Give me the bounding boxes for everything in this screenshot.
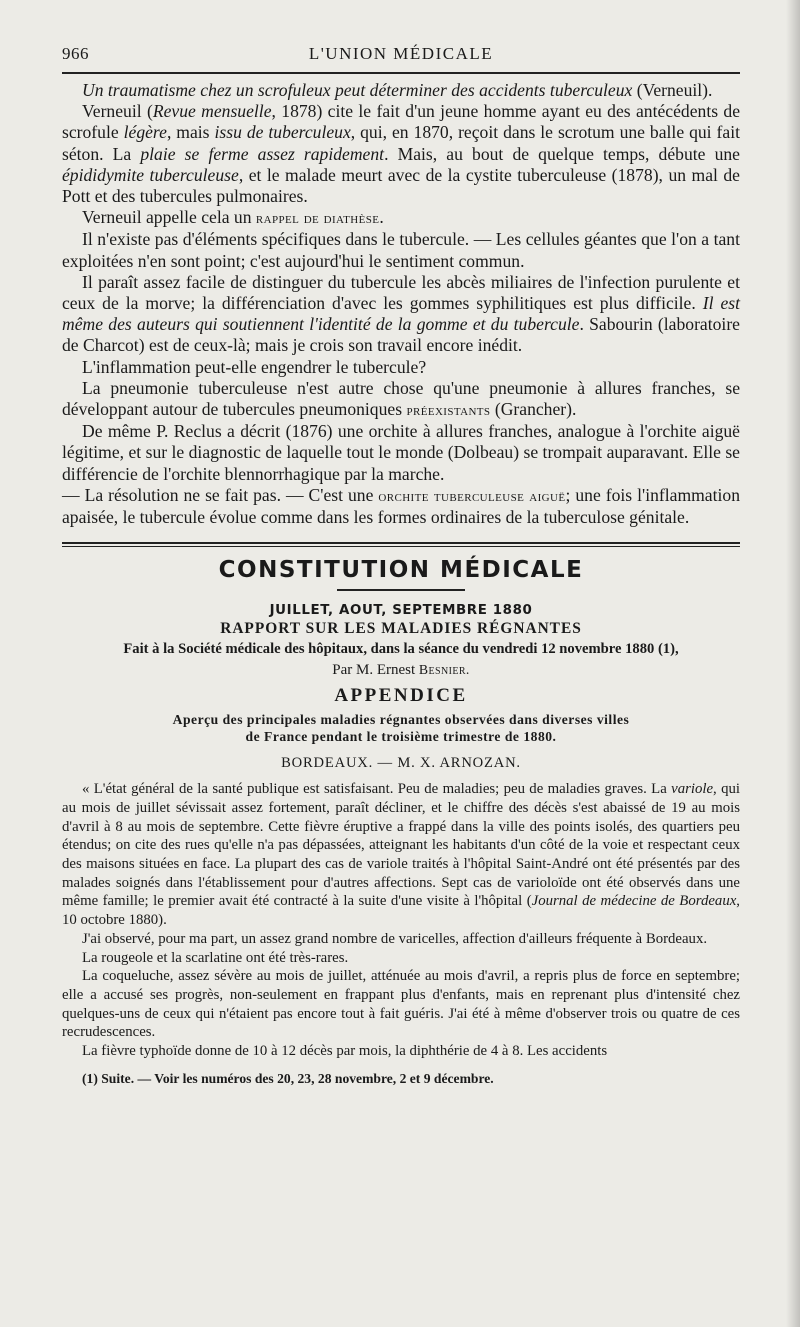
paragraph xyxy=(62,780,740,930)
bordeaux-report xyxy=(62,780,740,1061)
italic-span: légère xyxy=(123,122,167,143)
paragraph: De même P. Reclus a décrit (1876) une orchite à allures franches, analogue à l'orchite aiguë légitime, et sur le diagnostic de laquelle tout le monde (Dolbeau) se trompait auparavant. Elle se différencie de l'orchite blennorrhagique par la marche. xyxy=(62,421,740,484)
section-title: CONSTITUTION MÉDICALE xyxy=(218,557,584,584)
header-rule xyxy=(62,72,740,74)
footnote: (1) Suite. — Voir les numéros des 20, 23, 28 novembre, 2 et 9 décembre. xyxy=(82,1070,494,1086)
italic-span: issu de tuberculeux xyxy=(214,122,351,143)
italic-heading: Un traumatisme chez un scrofuleux peut déterminer des accidents tuberculeux xyxy=(82,80,633,100)
report-title: RAPPORT SUR LES MALADIES RÉGNANTES xyxy=(220,620,582,638)
paragraph xyxy=(62,80,740,101)
text-span: , mais xyxy=(166,122,215,143)
paragraph: L'inflammation peut-elle engendrer le tubercule? xyxy=(82,356,427,377)
text-span: Verneuil ( xyxy=(82,101,153,122)
report-author xyxy=(62,662,740,679)
section-divider xyxy=(62,542,740,547)
paragraph: La coqueluche, assez sévère au mois de juillet, atténuée au mois d'avril, a repris plus de force en septembre; elle a accusé ses progrès, non-seulement en frappant plus d'enfants, mais en reprenant plus d'intensité chez quelques-uns de ceux qui n'étaient pas encore tout à fait guéris. J'ai été à même d'observer trois ou quatre de ces recrudescences. xyxy=(62,968,740,1041)
text-span: (Grancher). xyxy=(490,399,577,420)
text-span: ; une fois l'inflammation apaisée, le tubercule évolue comme dans les formes ordinaires de la tuberculose génitale. xyxy=(62,484,740,528)
paragraph: La fièvre typhoïde donne de 10 à 12 décès par mois, la diphthérie de 4 à 8. Les accidents xyxy=(82,1043,608,1060)
title-rule xyxy=(337,589,465,591)
text-span: — La résolution ne se fait pas. — C'est une xyxy=(62,484,379,505)
italic-span: Revue mensuelle xyxy=(152,101,272,122)
paragraph: J'ai observé, pour ma part, un assez grand nombre de varicelles, affection d'ailleurs fréquente à Bordeaux. xyxy=(82,930,708,947)
report-occasion: Fait à la Société médicale des hôpitaux, dans la séance du vendredi 12 novembre 1880 (1), xyxy=(123,641,679,658)
page-number: 966 xyxy=(62,44,89,63)
paragraph xyxy=(62,207,740,229)
italic-span: variole xyxy=(671,781,714,798)
paragraph: Il n'existe pas d'éléments spécifiques dans le tubercule. — Les cellules géantes que l'on a tant exploitées n'en sont point; c'est aujourd'hui le sentiment commun. xyxy=(62,229,740,271)
subtitle-line: de France pendant le troisième trimestre de 1880. xyxy=(245,729,557,745)
paragraph xyxy=(62,485,740,528)
italic-span: plaie se ferme assez rapidement xyxy=(140,143,385,164)
italic-span: Journal de médecine de Bordeaux xyxy=(531,893,737,910)
paragraph xyxy=(62,378,740,421)
text-span: « L'état général de la santé publique est satisfaisant. Peu de maladies; peu de maladies graves. La xyxy=(82,781,672,798)
appendix-title: APPENDICE xyxy=(334,685,468,707)
text-span: . xyxy=(379,207,384,228)
text-span: Il paraît assez facile de distinguer du tubercule les abcès miliaires de l'infection purulente et ceux de la morve; la différenciation d'avec les gommes syphilitiques est plus difficile. xyxy=(62,271,740,314)
text-span: (Verneuil). xyxy=(632,80,713,100)
subtitle-line: Aperçu des principales maladies régnantes observées dans diverses villes xyxy=(172,712,630,728)
text-span: , et le malade meurt avec de la cystite tuberculeuse (1878), un mal de Pott et des tubercules pulmonaires. xyxy=(62,164,740,207)
author-name: Besnier. xyxy=(418,662,470,678)
small-caps-span: rappel de diathèse xyxy=(255,209,380,228)
paragraph xyxy=(62,101,740,207)
text-span: , qui au mois de juillet sévissait assez fortement, paraît décliner, et le chiffre des décès s'est abaissé de 19 au mois d'avril à 8 au mois de septembre. Cette fièvre éruptive a frappé dans la ville des points isolés, des quartiers peu étendus; on cite des rues qu'elle n'a pas dépassées, atteignant les habitants d'un côté de la voie et respectant ceux des maisons situées en face. La plupart des cas de variole traités à l'hôpital Saint-André ont été présentés par des malades soignés dans l'établissement pour d'autres affections. Sept cas de varioloïde ont été observés dans une même famille; le premier avait été contracté à la suite d'une visite à l'hôpital ( xyxy=(62,781,740,910)
running-head xyxy=(62,36,740,68)
text-span: , 10 octobre 1880). xyxy=(62,893,740,929)
text-span: La pneumonie tuberculeuse n'est autre chose qu'une pneumonie à allures franches, se développant autour de tubercules pneumoniques xyxy=(62,377,740,420)
article-continuation xyxy=(62,80,740,528)
small-caps-span: orchite tuberculeuse aiguë xyxy=(378,486,566,505)
report-period: JUILLET, AOUT, SEPTEMBRE 1880 xyxy=(269,603,533,619)
italic-span: épididymite tuberculeuse xyxy=(62,164,239,185)
italic-span: Il est même des auteurs qui soutiennent l'identité de la gomme et du tubercule xyxy=(62,293,740,335)
city-heading: BORDEAUX. — M. X. ARNOZAN. xyxy=(281,755,521,772)
paragraph: La rougeole et la scarlatine ont été très-rares. xyxy=(82,949,349,966)
text-span: . Sabourin (laboratoire de Charcot) est de ceux-là; mais je crois son travail encore inédit. xyxy=(62,314,740,356)
text-span: . Mais, au bout de quelque temps, débute une xyxy=(384,143,740,164)
author-prefix: Par M. Ernest xyxy=(332,662,419,679)
text-span: , 1878) cite le fait d'un jeune homme ayant eu des antécédents de scrofule xyxy=(62,101,741,143)
appendix-subtitle xyxy=(62,711,740,745)
paragraph xyxy=(62,272,740,357)
text-span: , qui, en 1870, reçoit dans le scrotum une balle qui fait séton. La xyxy=(62,122,740,164)
text-span: Verneuil appelle cela un xyxy=(82,207,256,228)
small-caps-span: préexistants xyxy=(406,401,491,420)
journal-title: L'UNION MÉDICALE xyxy=(308,44,494,63)
page-edge-shadow xyxy=(786,0,800,1327)
